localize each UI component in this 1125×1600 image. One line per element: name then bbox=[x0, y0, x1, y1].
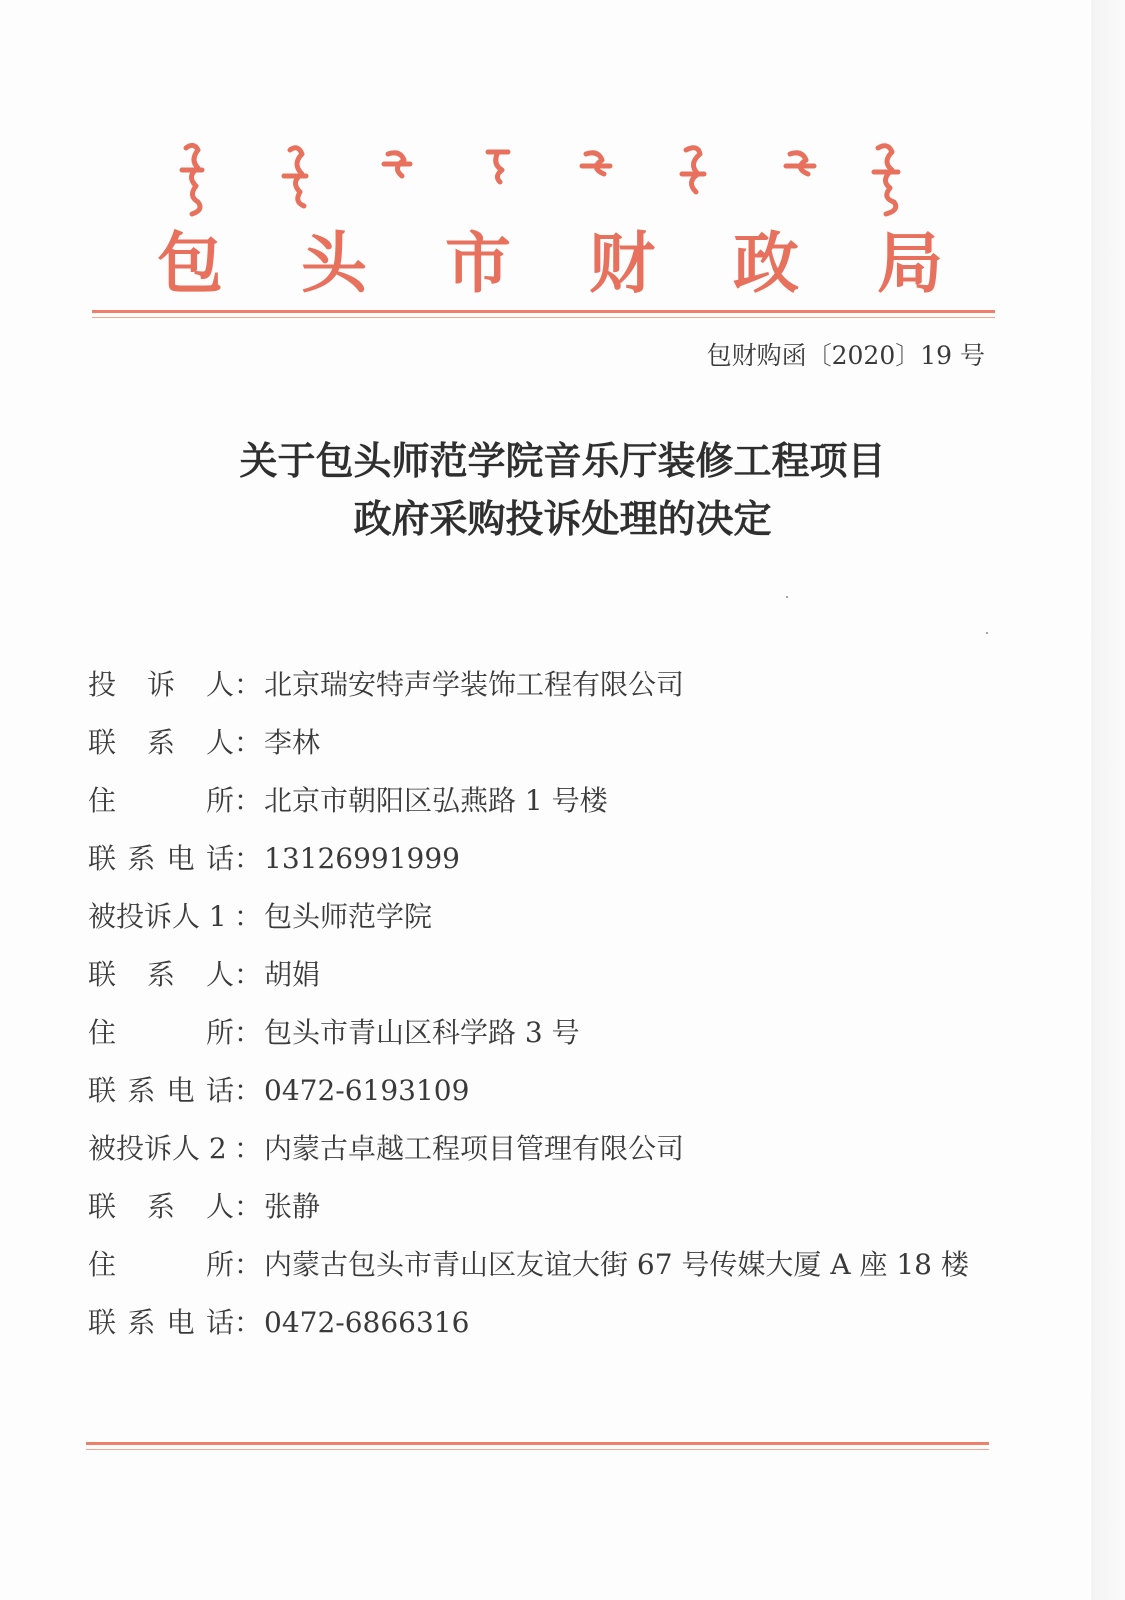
label-char: 人 bbox=[205, 726, 234, 759]
info-row bbox=[88, 656, 1048, 714]
label-char: 联 bbox=[88, 958, 117, 991]
footer-rule-thin bbox=[86, 1449, 989, 1450]
info-label bbox=[88, 772, 234, 830]
scan-edge bbox=[1091, 0, 1125, 1600]
agency-char: 财 bbox=[589, 223, 655, 302]
info-label: 被投诉人 2 bbox=[88, 1132, 227, 1165]
info-row bbox=[88, 1062, 1048, 1120]
label-char: 住 bbox=[88, 1016, 117, 1049]
scan-speck bbox=[986, 632, 988, 634]
info-row bbox=[88, 1178, 1048, 1236]
label-char: 系 bbox=[146, 726, 175, 759]
label-char: 所 bbox=[205, 1016, 234, 1049]
info-value: 0472-6866316 bbox=[264, 1306, 470, 1339]
info-label: 被投诉人 1 bbox=[88, 900, 227, 933]
title-line-1: 关于包头师范学院音乐厅装修工程项目 bbox=[239, 438, 886, 483]
label-colon: ： bbox=[234, 1074, 263, 1107]
label-char: 话 bbox=[205, 1306, 234, 1339]
label-colon: ： bbox=[234, 1016, 263, 1049]
label-char: 所 bbox=[205, 1248, 234, 1281]
label-char: 投 bbox=[88, 668, 117, 701]
label-colon: ： bbox=[234, 842, 263, 875]
agency-char: 市 bbox=[445, 223, 511, 302]
label-char: 人 bbox=[205, 668, 234, 701]
info-label bbox=[88, 830, 234, 888]
info-row bbox=[88, 830, 1048, 888]
label-char: 电 bbox=[166, 1306, 195, 1339]
info-row bbox=[88, 1294, 1048, 1352]
footer-rule bbox=[86, 1442, 989, 1445]
info-label bbox=[88, 1062, 234, 1120]
info-value: 包头师范学院 bbox=[264, 900, 433, 933]
info-value: 北京市朝阳区弘燕路 1 号楼 bbox=[264, 784, 608, 817]
label-char: 住 bbox=[88, 1248, 117, 1281]
letterhead-rule bbox=[92, 310, 995, 313]
label-char: 联 bbox=[88, 726, 117, 759]
info-row bbox=[88, 1120, 1048, 1178]
info-label bbox=[88, 714, 234, 772]
label-colon: ： bbox=[234, 1190, 263, 1223]
info-value: 北京瑞安特声学装饰工程有限公司 bbox=[264, 668, 685, 701]
label-char: 系 bbox=[127, 1074, 156, 1107]
info-label bbox=[88, 656, 234, 714]
label-char: 人 bbox=[205, 1190, 234, 1223]
info-value: 内蒙古包头市青山区友谊大街 67 号传媒大厦 A 座 18 楼 bbox=[264, 1248, 969, 1281]
label-colon: ： bbox=[234, 668, 263, 701]
document-title bbox=[0, 432, 1125, 548]
label-char: 所 bbox=[205, 784, 234, 817]
label-char: 系 bbox=[127, 842, 156, 875]
label-colon: ： bbox=[234, 784, 263, 817]
info-label bbox=[88, 1178, 234, 1236]
label-char: 系 bbox=[146, 1190, 175, 1223]
info-value: 张静 bbox=[264, 1190, 321, 1223]
info-value: 0472-6193109 bbox=[264, 1074, 470, 1107]
info-value: 13126991999 bbox=[264, 842, 460, 875]
label-char: 联 bbox=[88, 1190, 117, 1223]
info-value: 胡娟 bbox=[264, 958, 321, 991]
info-row bbox=[88, 1236, 1048, 1294]
agency-name bbox=[150, 212, 950, 302]
info-row bbox=[88, 1004, 1048, 1062]
title-line-2: 政府采购投诉处理的决定 bbox=[353, 496, 772, 541]
document-number: 包财购函〔2020〕19 号 bbox=[706, 341, 985, 370]
label-char: 电 bbox=[166, 1074, 195, 1107]
label-colon: ： bbox=[234, 1132, 263, 1165]
label-colon: ： bbox=[234, 900, 263, 933]
info-value: 李林 bbox=[264, 726, 321, 759]
label-char: 系 bbox=[146, 958, 175, 991]
label-char: 话 bbox=[205, 842, 234, 875]
agency-char: 政 bbox=[733, 223, 799, 302]
label-char: 话 bbox=[205, 1074, 234, 1107]
info-label bbox=[88, 1236, 234, 1294]
label-char: 联 bbox=[88, 1074, 117, 1107]
info-row bbox=[88, 946, 1048, 1004]
agency-char: 局 bbox=[877, 223, 943, 302]
info-label bbox=[88, 1294, 234, 1352]
label-char: 人 bbox=[205, 958, 234, 991]
label-colon: ： bbox=[234, 958, 263, 991]
mongolian-letterhead bbox=[178, 140, 918, 218]
agency-char: 包 bbox=[157, 223, 223, 302]
info-label bbox=[88, 946, 234, 1004]
label-char: 电 bbox=[166, 842, 195, 875]
agency-char: 头 bbox=[301, 223, 367, 302]
mongolian-script-graphic bbox=[178, 140, 918, 218]
info-value: 包头市青山区科学路 3 号 bbox=[264, 1016, 580, 1049]
label-char: 联 bbox=[88, 1306, 117, 1339]
label-colon: ： bbox=[234, 1306, 263, 1339]
label-colon: ： bbox=[234, 726, 263, 759]
label-char: 诉 bbox=[146, 668, 175, 701]
label-char: 住 bbox=[88, 784, 117, 817]
label-colon: ： bbox=[234, 1248, 263, 1281]
info-row bbox=[88, 772, 1048, 830]
letterhead-rule-thin bbox=[92, 317, 995, 318]
scan-speck bbox=[786, 596, 788, 598]
label-char: 联 bbox=[88, 842, 117, 875]
info-row bbox=[88, 888, 1048, 946]
party-info-list bbox=[88, 656, 1048, 1352]
info-row bbox=[88, 714, 1048, 772]
label-char: 系 bbox=[127, 1306, 156, 1339]
info-value: 内蒙古卓越工程项目管理有限公司 bbox=[264, 1132, 685, 1165]
info-label bbox=[88, 1004, 234, 1062]
